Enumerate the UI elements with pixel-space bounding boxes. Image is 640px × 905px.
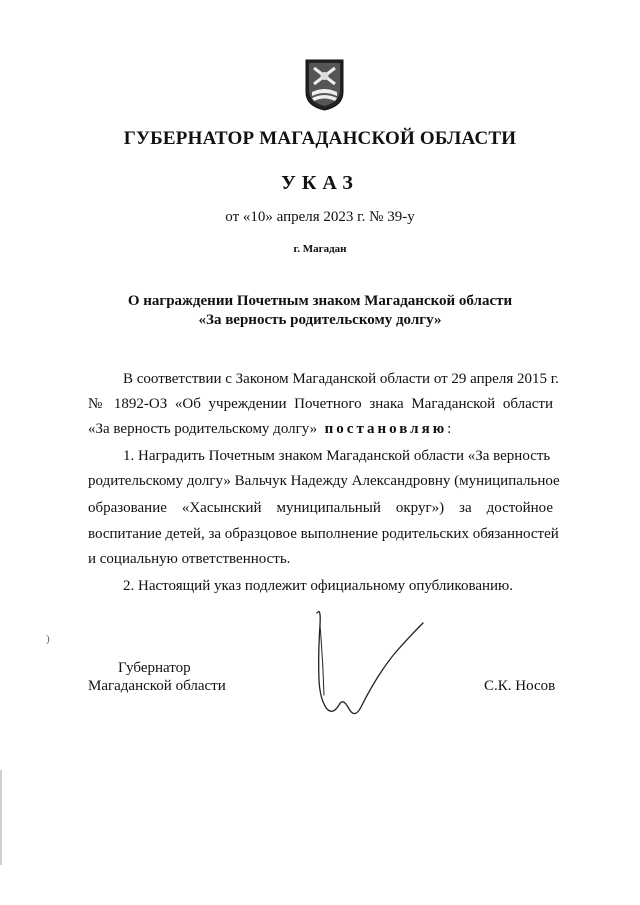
item-1-line-5: и социальную ответственность. [88, 551, 291, 567]
paragraph-1-line-1: В соответствии с Законом Магаданской области от 29 апреля 2015 г. [123, 371, 559, 387]
item-1-line-1: 1. Наградить Почетным знаком Магаданской области «За верность [123, 448, 551, 464]
decree-keyword-colon: : [447, 421, 452, 437]
decree-keyword: постановляю [324, 421, 448, 437]
law-name-text: «За верность родительскому долгу» [88, 421, 318, 437]
document-type-heading: УКАЗ [281, 172, 359, 194]
authority-heading: ГУБЕРНАТОР МАГАДАНСКОЙ ОБЛАСТИ [123, 128, 517, 149]
signer-name: С.К. Носов [484, 678, 556, 694]
decree-title-line-2: «За верность родительскому долгу» [198, 312, 442, 328]
signer-position-line-2: Магаданской области [88, 678, 226, 694]
date-number-line: от «10» апреля 2023 г. № 39-у [225, 209, 415, 225]
item-1-line-3: образование «Хасынский муниципальный округ») за достойное [88, 500, 553, 516]
paragraph-1-line-2: № 1892-ОЗ «Об учреждении Почетного знака Магаданской области [88, 396, 553, 412]
signer-position-line-1: Губернатор [118, 660, 191, 676]
decree-title [0, 292, 640, 330]
decree-title-line-1: О награждении Почетным знаком Магаданской области [127, 293, 513, 309]
scan-edge-mark [0, 770, 2, 865]
coat-of-arms-emblem [302, 58, 347, 112]
item-1-line-2: родительскому долгу» Вальчук Надежду Александровну (муниципальное [88, 473, 560, 489]
handwritten-signature [305, 605, 440, 730]
item-1-line-4: воспитание детей, за образцовое выполнение родительских обязанностей [88, 526, 559, 542]
city-line: г. Магадан [293, 243, 347, 255]
margin-mark: ) [46, 633, 50, 645]
item-2-line: 2. Настоящий указ подлежит официальному опубликованию. [123, 578, 514, 594]
paragraph-1-line-3 [88, 421, 451, 438]
